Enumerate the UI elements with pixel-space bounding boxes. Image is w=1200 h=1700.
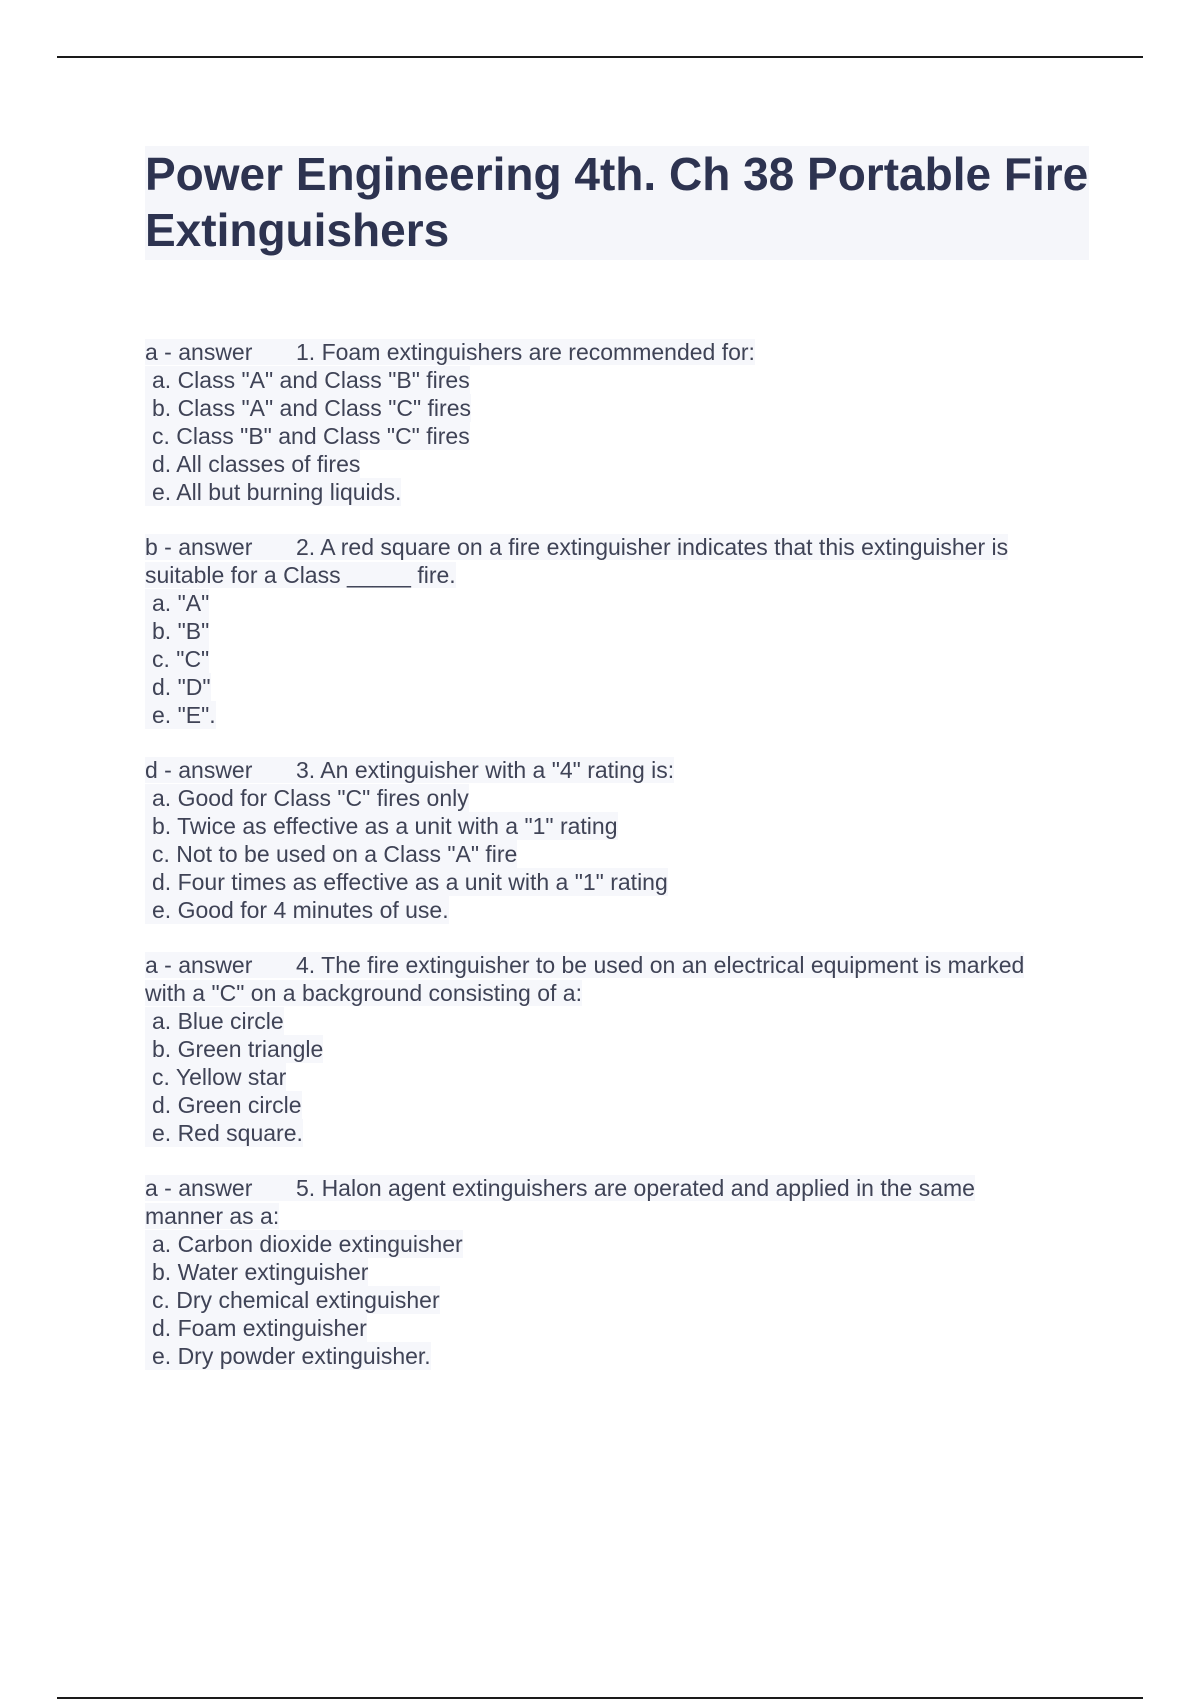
question-option: e. "E".: [145, 701, 216, 729]
question-option: d. Green circle: [145, 1091, 302, 1119]
question-answer: d - answer: [145, 757, 253, 783]
question-option: e. Dry powder extinguisher.: [145, 1342, 431, 1370]
question-option: e. Red square.: [145, 1119, 303, 1147]
question-stem: 5. Halon agent extinguishers are operated and applied in the same: [296, 1175, 975, 1201]
bottom-rule: [57, 1697, 1143, 1699]
question-option: a. Good for Class "C" fires only: [145, 784, 469, 812]
question-option: b. Class "A" and Class "C" fires: [145, 394, 471, 422]
question-stem-continuation: suitable for a Class _____ fire.: [145, 562, 456, 588]
question-option: b. "B": [145, 617, 209, 645]
question-1: [145, 338, 1075, 506]
question-option: c. "C": [145, 645, 209, 673]
question-option: a. Blue circle: [145, 1007, 284, 1035]
question-option: b. Water extinguisher: [145, 1258, 368, 1286]
question-option: a. Carbon dioxide extinguisher: [145, 1230, 463, 1258]
question-option: d. All classes of fires: [145, 450, 360, 478]
page-title: Power Engineering 4th. Ch 38 Portable Fire Extinguishers: [145, 148, 1089, 256]
question-option: c. Dry chemical extinguisher: [145, 1286, 440, 1314]
question-list: [145, 338, 1075, 1397]
question-answer: a - answer: [145, 339, 253, 365]
question-stem: 4. The fire extinguisher to be used on an electrical equipment is marked: [296, 952, 1025, 978]
question-option: a. "A": [145, 589, 209, 617]
question-answer: b - answer: [145, 534, 253, 560]
question-option: d. Foam extinguisher: [145, 1314, 367, 1342]
question-option: e. All but burning liquids.: [145, 478, 401, 506]
question-3: [145, 756, 1075, 924]
question-option: a. Class "A" and Class "B" fires: [145, 366, 470, 394]
question-2: [145, 533, 1075, 729]
question-option: d. "D": [145, 673, 211, 701]
question-stem-continuation: manner as a:: [145, 1203, 280, 1229]
question-answer: a - answer: [145, 952, 253, 978]
question-stem-continuation: with a "C" on a background consisting of a:: [145, 980, 582, 1006]
question-option: b. Green triangle: [145, 1035, 323, 1063]
question-stem: 2. A red square on a fire extinguisher indicates that this extinguisher is: [296, 534, 1009, 560]
question-stem: 1. Foam extinguishers are recommended for:: [296, 339, 755, 365]
title-box: [145, 146, 1089, 260]
question-answer: a - answer: [145, 1175, 253, 1201]
question-5: [145, 1174, 1075, 1370]
question-option: c. Not to be used on a Class "A" fire: [145, 840, 517, 868]
top-rule: [57, 56, 1143, 58]
question-4: [145, 951, 1075, 1147]
question-option: d. Four times as effective as a unit with a "1" rating: [145, 868, 668, 896]
question-option: b. Twice as effective as a unit with a "1" rating: [145, 812, 618, 840]
question-option: c. Yellow star: [145, 1063, 286, 1091]
question-option: e. Good for 4 minutes of use.: [145, 896, 449, 924]
question-stem: 3. An extinguisher with a "4" rating is:: [296, 757, 675, 783]
question-option: c. Class "B" and Class "C" fires: [145, 422, 470, 450]
